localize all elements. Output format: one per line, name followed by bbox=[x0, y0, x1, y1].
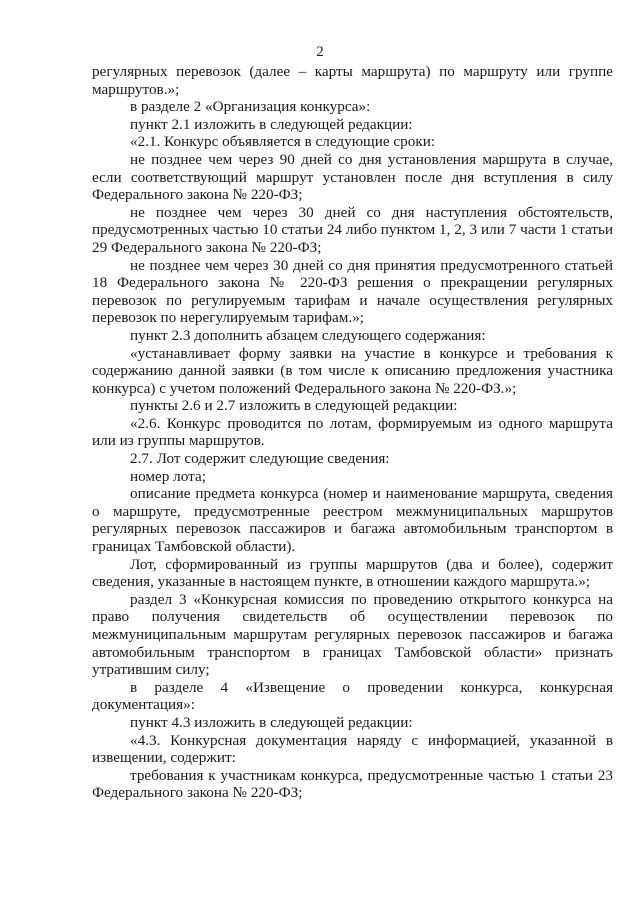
paragraph: в разделе 4 «Извещение о проведении конкурса, конкурсная документация»: bbox=[92, 678, 613, 714]
page-number: 2 bbox=[316, 44, 324, 60]
paragraph: в разделе 2 «Организация конкурса»: bbox=[130, 98, 371, 116]
paragraph: пункт 4.3 изложить в следующей редакции: bbox=[130, 713, 413, 731]
paragraph: описание предмета конкурса (номер и наименование маршрута, сведения о маршруте, предусмотренные реестром межмуниципальных маршрутов регулярных перевозок пассажиров и багажа автомобильным транспортом в границах Тамбовской области). bbox=[92, 485, 613, 556]
paragraph: регулярных перевозок (далее – карты маршрута) по маршруту или группе маршрутов.»; bbox=[92, 63, 613, 98]
paragraph: не позднее чем через 30 дней со дня наступления обстоятельств, предусмотренных частью 10 статьи 24 либо пунктом 1, 2, 3 или 7 части 1 статьи 29 Федерального закона № 220-ФЗ; bbox=[92, 203, 613, 256]
paragraph: не позднее чем через 90 дней со дня установления маршрута в случае, если соответствующий маршрут установлен после дня вступления в силу Федерального закона № 220-ФЗ; bbox=[92, 150, 613, 204]
paragraph: «2.1. Конкурс объявляется в следующие сроки: bbox=[130, 133, 436, 151]
paragraph: пункты 2.6 и 2.7 изложить в следующей редакции: bbox=[130, 397, 458, 415]
paragraph: «2.6. Конкурс проводится по лотам, формируемым из одного маршрута или из группы маршрутов. bbox=[92, 414, 613, 450]
document-body bbox=[92, 63, 613, 802]
paragraph: «устанавливает форму заявки на участие в конкурсе и требования к содержанию данной заявки (в том числе к описанию предложения участника конкурса) с учетом положений Федерального закона № 220-ФЗ.»; bbox=[92, 344, 613, 397]
paragraph: номер лота; bbox=[130, 467, 206, 485]
paragraph: 2.7. Лот содержит следующие сведения: bbox=[130, 450, 390, 468]
paragraph: Лот, сформированный из группы маршрутов (два и более), содержит сведения, указанные в настоящем пункте, в отношении каждого маршрута.»; bbox=[92, 555, 613, 591]
paragraph: требования к участникам конкурса, предусмотренные частью 1 статьи 23 Федерального закона № 220-ФЗ; bbox=[92, 766, 613, 802]
paragraph: «4.3. Конкурсная документация наряду с информацией, указанной в извещении, содержит: bbox=[92, 731, 613, 767]
paragraph: не позднее чем через 30 дней со дня принятия предусмотренного статьей 18 Федерального закона № 220-ФЗ решения о прекращении регулярных перевозок по регулируемым тарифам и начале осуществления регулярных перевозок по нерегулируемым тарифам.»; bbox=[92, 256, 613, 327]
paragraph: пункт 2.1 изложить в следующей редакции: bbox=[130, 115, 413, 133]
paragraph: пункт 2.3 дополнить абзацем следующего содержания: bbox=[130, 326, 486, 344]
paragraph: раздел 3 «Конкурсная комиссия по проведению открытого конкурса на право получения свидетельств об осуществлении перевозок по межмуниципальным маршрутам регулярных перевозок пассажиров и багажа автомобильным транспортом в границах Тамбовской области» признать утратившим силу; bbox=[92, 590, 613, 679]
